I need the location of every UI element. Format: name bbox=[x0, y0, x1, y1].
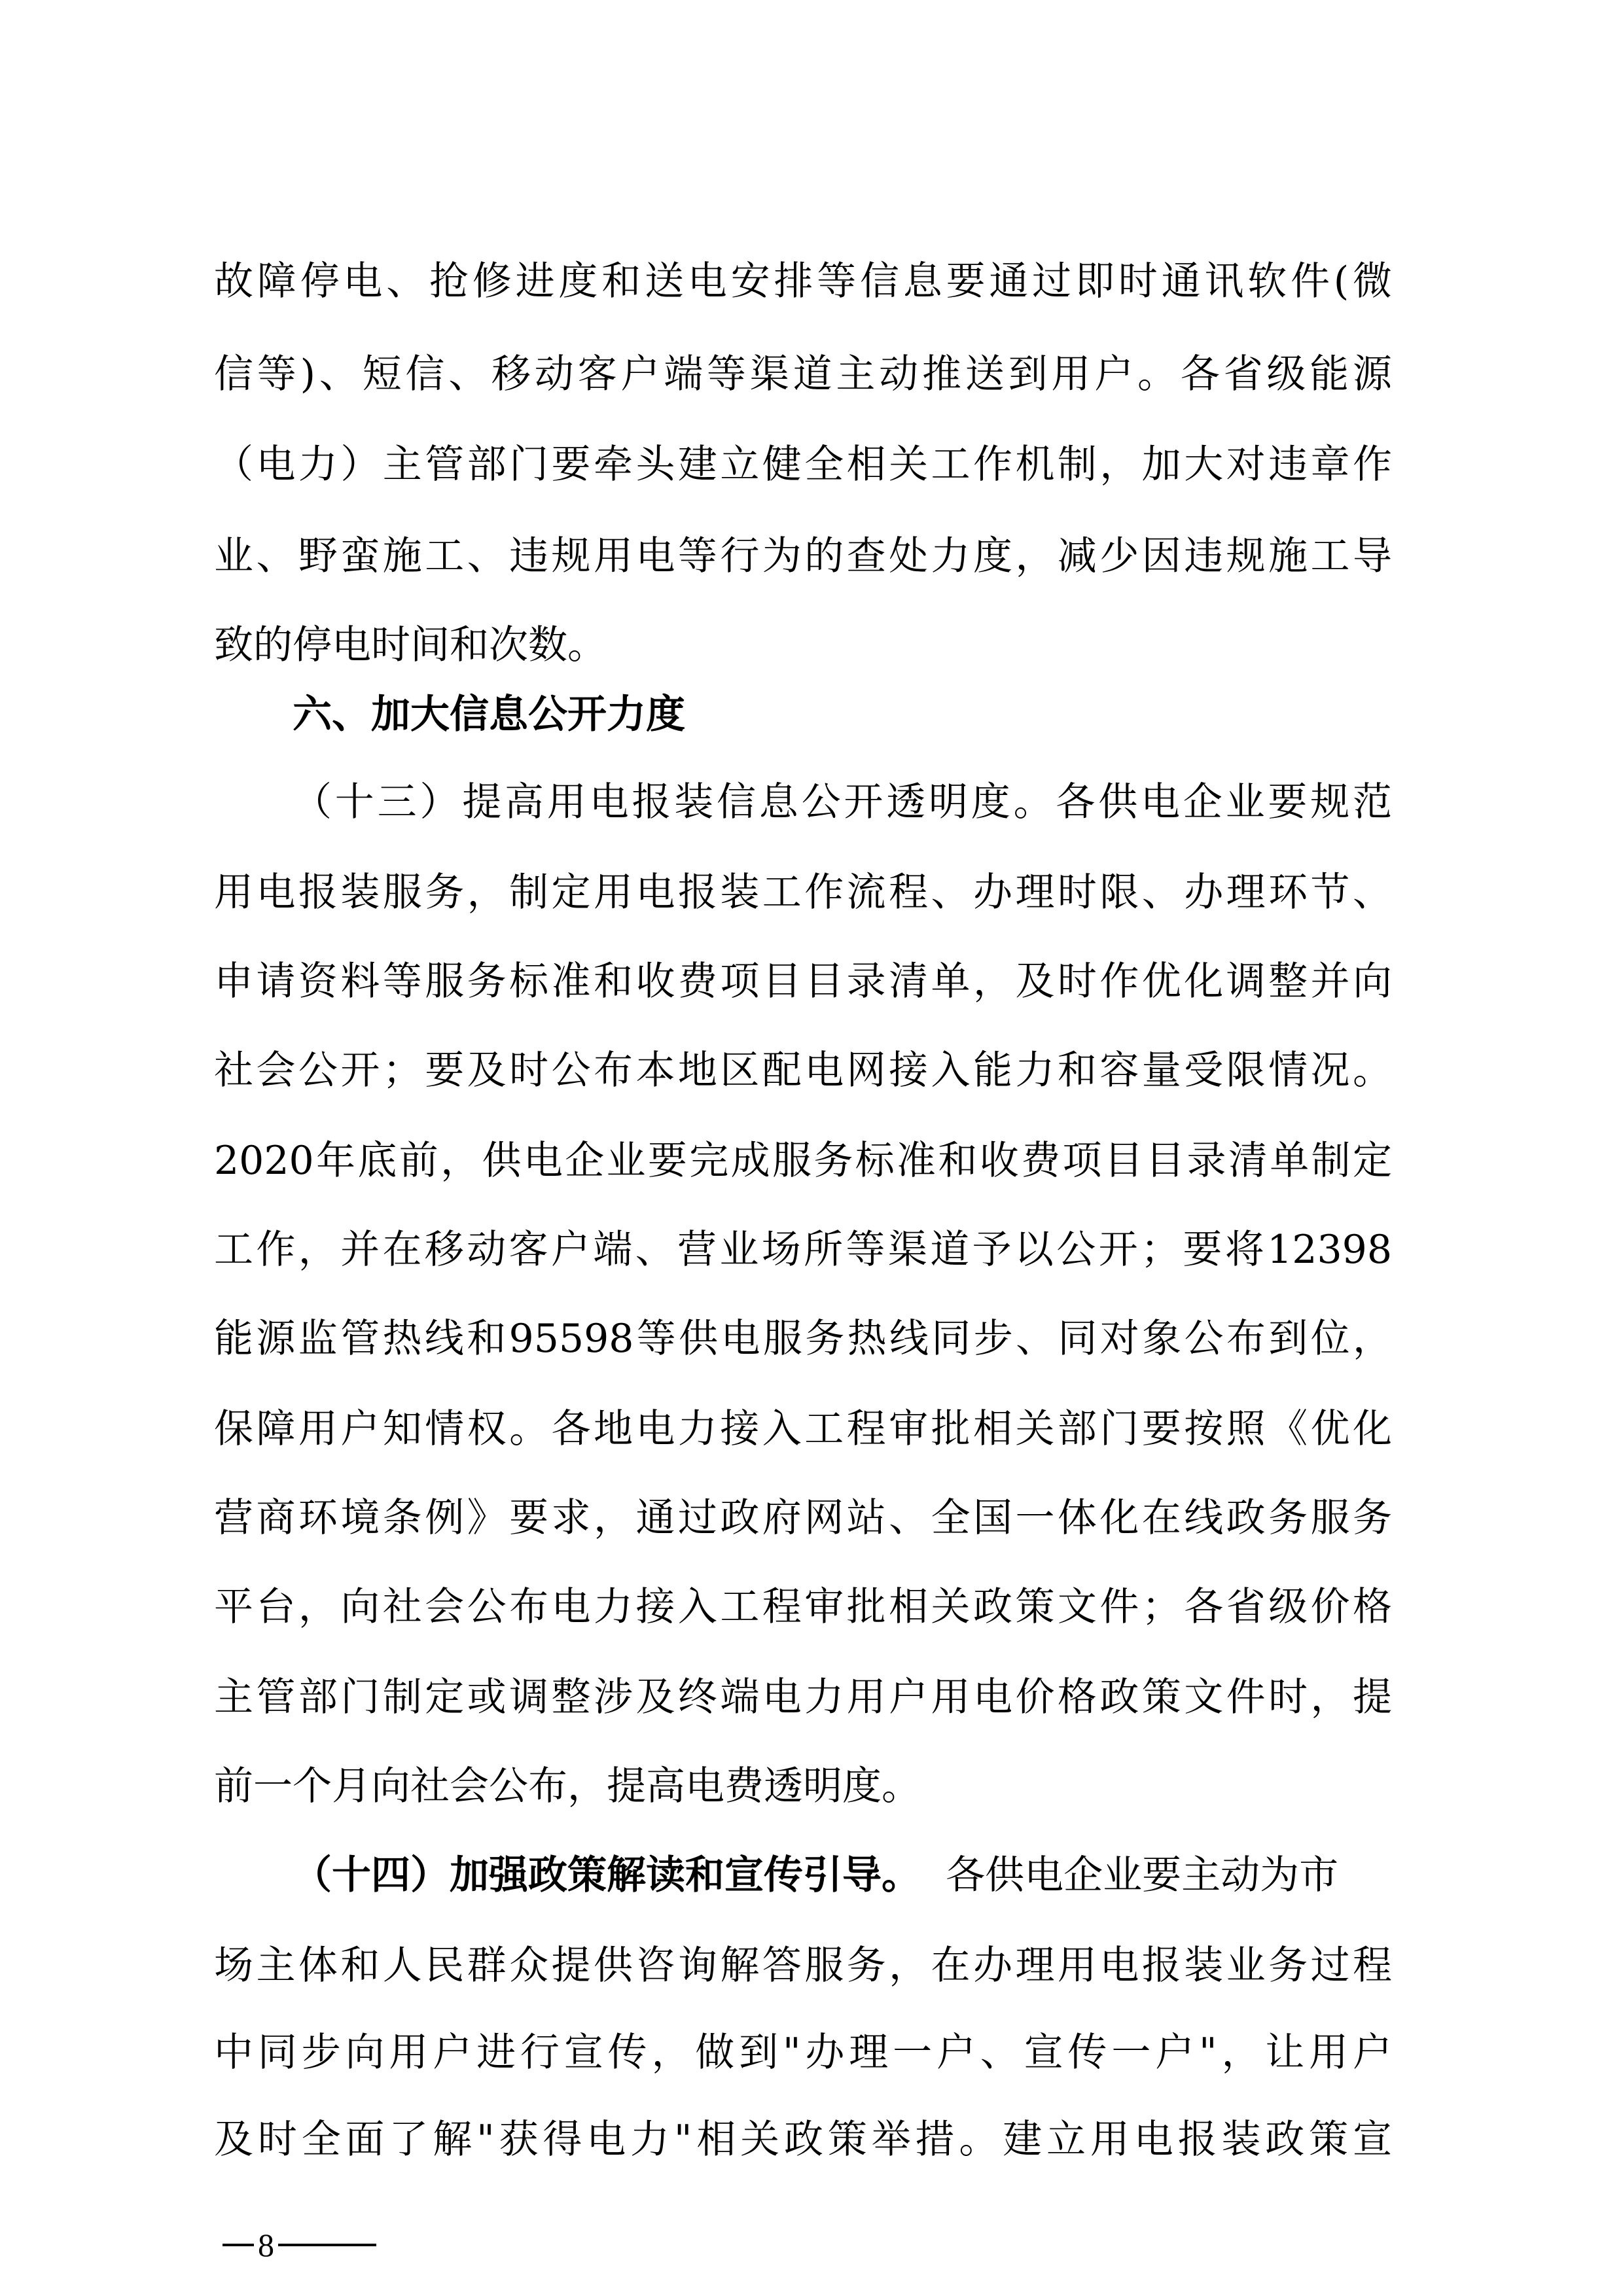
paragraph-14-title: （十四）加强政策解读和宣传引导。 bbox=[293, 1852, 921, 1898]
body-text-line: 工作，并在移动客户端、营业场所等渠道予以公开；要将12398 bbox=[214, 1227, 1392, 1273]
body-text-line: 故障停电、抢修进度和送电安排等信息要通过即时通讯软件(微 bbox=[214, 258, 1392, 304]
paragraph-14-first-line bbox=[293, 1848, 1392, 1903]
body-text-line: 社会公开；要及时公布本地区配电网接入能力和容量受限情况。 bbox=[214, 1048, 1392, 1093]
body-text-line: 营商环境条例》要求，通过政府网站、全国一体化在线政务服务 bbox=[214, 1495, 1392, 1541]
section-heading: 六、加大信息公开力度 bbox=[293, 692, 685, 737]
body-text-line: 申请资料等服务标准和收费项目目录清单，及时作优化调整并向 bbox=[214, 959, 1392, 1004]
body-text-line: 平台，向社会公布电力接入工程审批相关政策文件；各省级价格 bbox=[214, 1584, 1392, 1630]
body-text-line: 及时全面了解"获得电力"相关政策举措。建立用电报装政策宣 bbox=[214, 2117, 1392, 2163]
body-text-line: 2020年底前，供电企业要完成服务标准和收费项目目录清单制定 bbox=[214, 1138, 1392, 1184]
footer-dash-left bbox=[223, 2244, 254, 2246]
body-text-line: 信等)、短信、移动客户端等渠道主动推送到用户。各省级能源 bbox=[214, 351, 1392, 397]
body-text-line: 用电报装服务，制定用电报装工作流程、办理时限、办理环节、 bbox=[214, 870, 1392, 915]
footer-dash-right bbox=[278, 2244, 376, 2246]
page-number bbox=[223, 2225, 376, 2265]
body-text-line: （电力）主管部门要牵头建立健全相关工作机制，加大对违章作 bbox=[214, 442, 1392, 487]
paragraph-14-lead: 各供电企业要主动为市 bbox=[946, 1852, 1339, 1898]
body-text-line: 业、野蛮施工、违规用电等行为的查处力度，减少因违规施工导 bbox=[214, 533, 1392, 579]
body-text-line: 致的停电时间和次数。 bbox=[214, 622, 607, 668]
body-text-line: 保障用户知情权。各地电力接入工程审批相关部门要按照《优化 bbox=[214, 1406, 1392, 1452]
body-text-line: 场主体和人民群众提供咨询解答服务，在办理用电报装业务过程 bbox=[214, 1943, 1392, 1988]
body-text-line: （十三）提高用电报装信息公开透明度。各供电企业要规范 bbox=[293, 779, 1392, 825]
body-text-line: 主管部门制定或调整涉及终端电力用户用电价格政策文件时，提 bbox=[214, 1674, 1392, 1720]
body-text-line: 能源监管热线和95598等供电服务热线同步、同对象公布到位， bbox=[214, 1316, 1392, 1362]
body-text-line: 中同步向用户进行宣传，做到"办理一户、宣传一户"，让用户 bbox=[214, 2030, 1392, 2075]
body-text-line: 前一个月向社会公布，提高电费透明度。 bbox=[214, 1763, 921, 1809]
page-number-text: 8 bbox=[258, 2227, 274, 2263]
